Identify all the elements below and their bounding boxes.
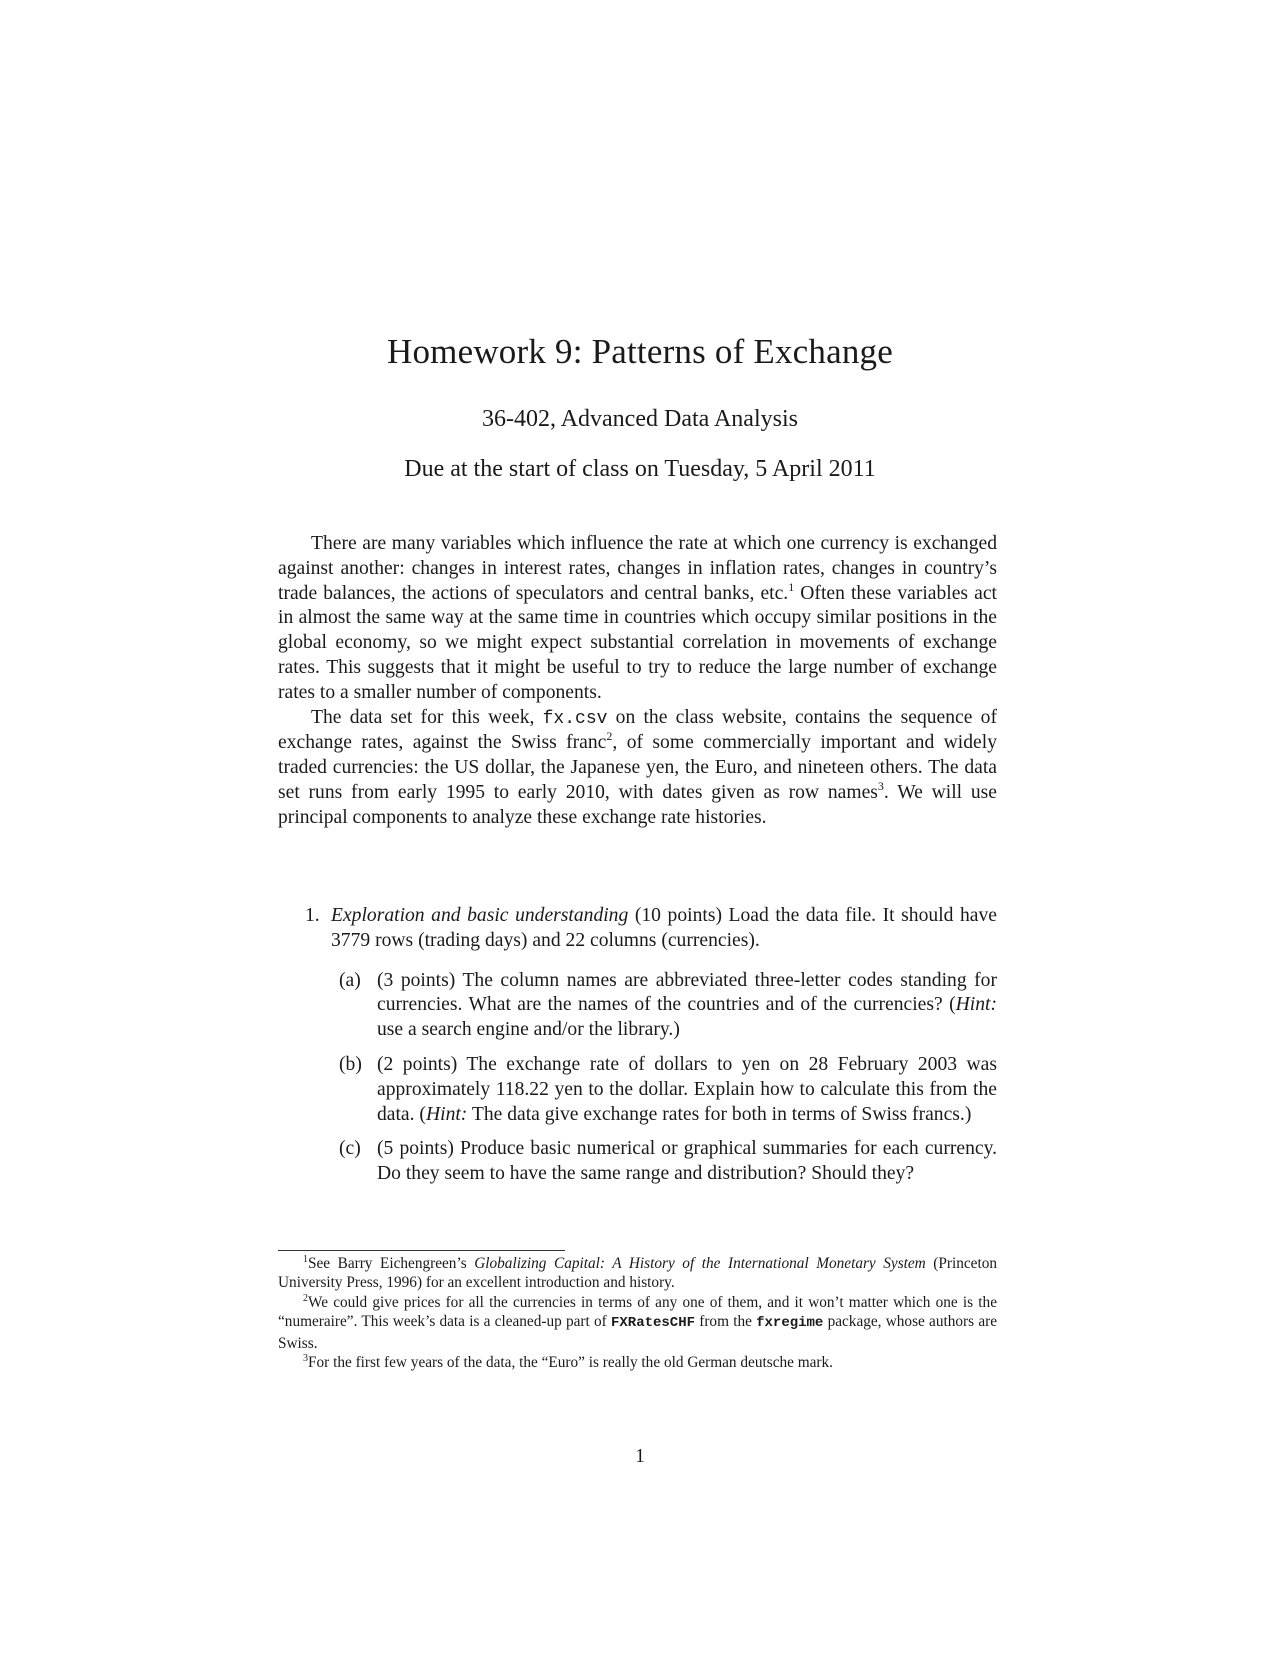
intro-text: , of some commercially important and widely traded currencies: the US dollar, the Japanese yen, the Euro, and nineteen others. The data set runs from early 1995 to early 2010, with dates given as row names [278, 732, 997, 803]
book-title: Globalizing Capital: A History of the International Monetary System [474, 1255, 926, 1272]
footnote-mark: 2 [303, 1292, 308, 1304]
due-date: Due at the start of class on Tuesday, 5 April 2011 [404, 456, 876, 482]
intro-section [278, 532, 997, 831]
intro-text: There are many variables which influence the rate at which one currency is exchanged against another: changes in interest rates, changes in inflation rates, changes in country’s trade balances, the actions of speculators and central banks, etc. [278, 533, 997, 604]
code-text: fxregime [756, 1315, 824, 1332]
footnotes [278, 1254, 997, 1372]
intro-text: on the class website, contains the sequence of exchange rates, against the Swiss franc [278, 706, 997, 754]
subproblem-label: (b) [339, 1053, 362, 1075]
problem-1 [278, 904, 997, 954]
footnote-text: package, whose authors are Swiss. [278, 1313, 997, 1352]
intro-paragraph-2 [278, 706, 997, 831]
hint-label: Hint: [425, 1103, 468, 1125]
footnote-1 [278, 1254, 997, 1293]
footnote-text: For the first few years of the data, the “Euro” is really the old German deutsche mark. [308, 1354, 834, 1372]
course-name: 36-402, Advanced Data Analysis [482, 406, 798, 432]
footnote-text: See Barry Eichengreen’s [308, 1255, 475, 1272]
subproblem-text: The data give exchange rates for both in terms of Swiss francs.) [467, 1103, 972, 1125]
subproblem-c [278, 1137, 997, 1187]
intro-text: . We will use principal components to analyze these exchange rate histories. [278, 781, 997, 828]
footnote-divider [278, 1250, 565, 1251]
page-number: 1 [635, 1446, 645, 1467]
subproblem-text: use a search engine and/or the library.) [377, 1019, 680, 1041]
hint-label: Hint: [955, 994, 997, 1016]
page-title: Homework 9: Patterns of Exchange [387, 332, 893, 371]
subproblem-text: (2 points) The exchange rate of dollars to yen on 28 February 2003 was approximately 118.22 yen to the dollar. Explain how to calculate this from the data. ( [377, 1053, 997, 1125]
footnote-mark: 3 [303, 1353, 308, 1365]
footnote-text: (Princeton University Press, 1996) for an excellent introduction and history. [278, 1255, 997, 1292]
footnote-text: We could give prices for all the currencies in terms of any one of them, and it won’t matter which one is the “numeraire”. This week’s data is a cleaned-up part of [278, 1293, 997, 1331]
footnote-ref-1: 1 [788, 579, 795, 594]
intro-paragraph-1 [278, 532, 997, 706]
footnote-text: from the [695, 1313, 757, 1331]
footnote-3 [278, 1353, 997, 1372]
subproblem-text: (3 points) The column names are abbreviated three-letter codes standing for currencies. What are the names of the countries and of the currencies? ( [377, 969, 997, 1016]
subproblem-a [278, 969, 997, 1043]
subproblem-text: (5 points) Produce basic numerical or graphical summaries for each currency. Do they seem to have the same range and distribution? Should they? [377, 1138, 997, 1185]
intro-text: Often these variables act in almost the same way at the same time in countries which occupy similar positions in the global economy, so we might expect substantial correlation in movements of exchange rates. This suggests that it might be useful to try to reduce the large number of exchange rates to a smaller number of components. [278, 582, 997, 703]
filename-code: fx.csv [542, 708, 608, 729]
subproblem-label: (a) [339, 969, 361, 991]
footnote-ref-2: 2 [606, 729, 613, 744]
subproblem-b [278, 1053, 997, 1127]
problem-list [278, 904, 997, 1187]
problem-title: Exploration and basic understanding [331, 905, 629, 926]
code-text: FXRatesCHF [610, 1315, 695, 1332]
problem-number: 1. [305, 905, 320, 926]
footnote-2 [278, 1293, 997, 1353]
intro-text: The data set for this week, [311, 706, 543, 728]
footnote-mark: 1 [303, 1254, 308, 1265]
subproblem-label: (c) [339, 1138, 361, 1160]
problem-text: (10 points) Load the data file. It should have 3779 rows (trading days) and 22 columns (currencies). [331, 905, 997, 951]
footnote-ref-3: 3 [877, 778, 884, 793]
